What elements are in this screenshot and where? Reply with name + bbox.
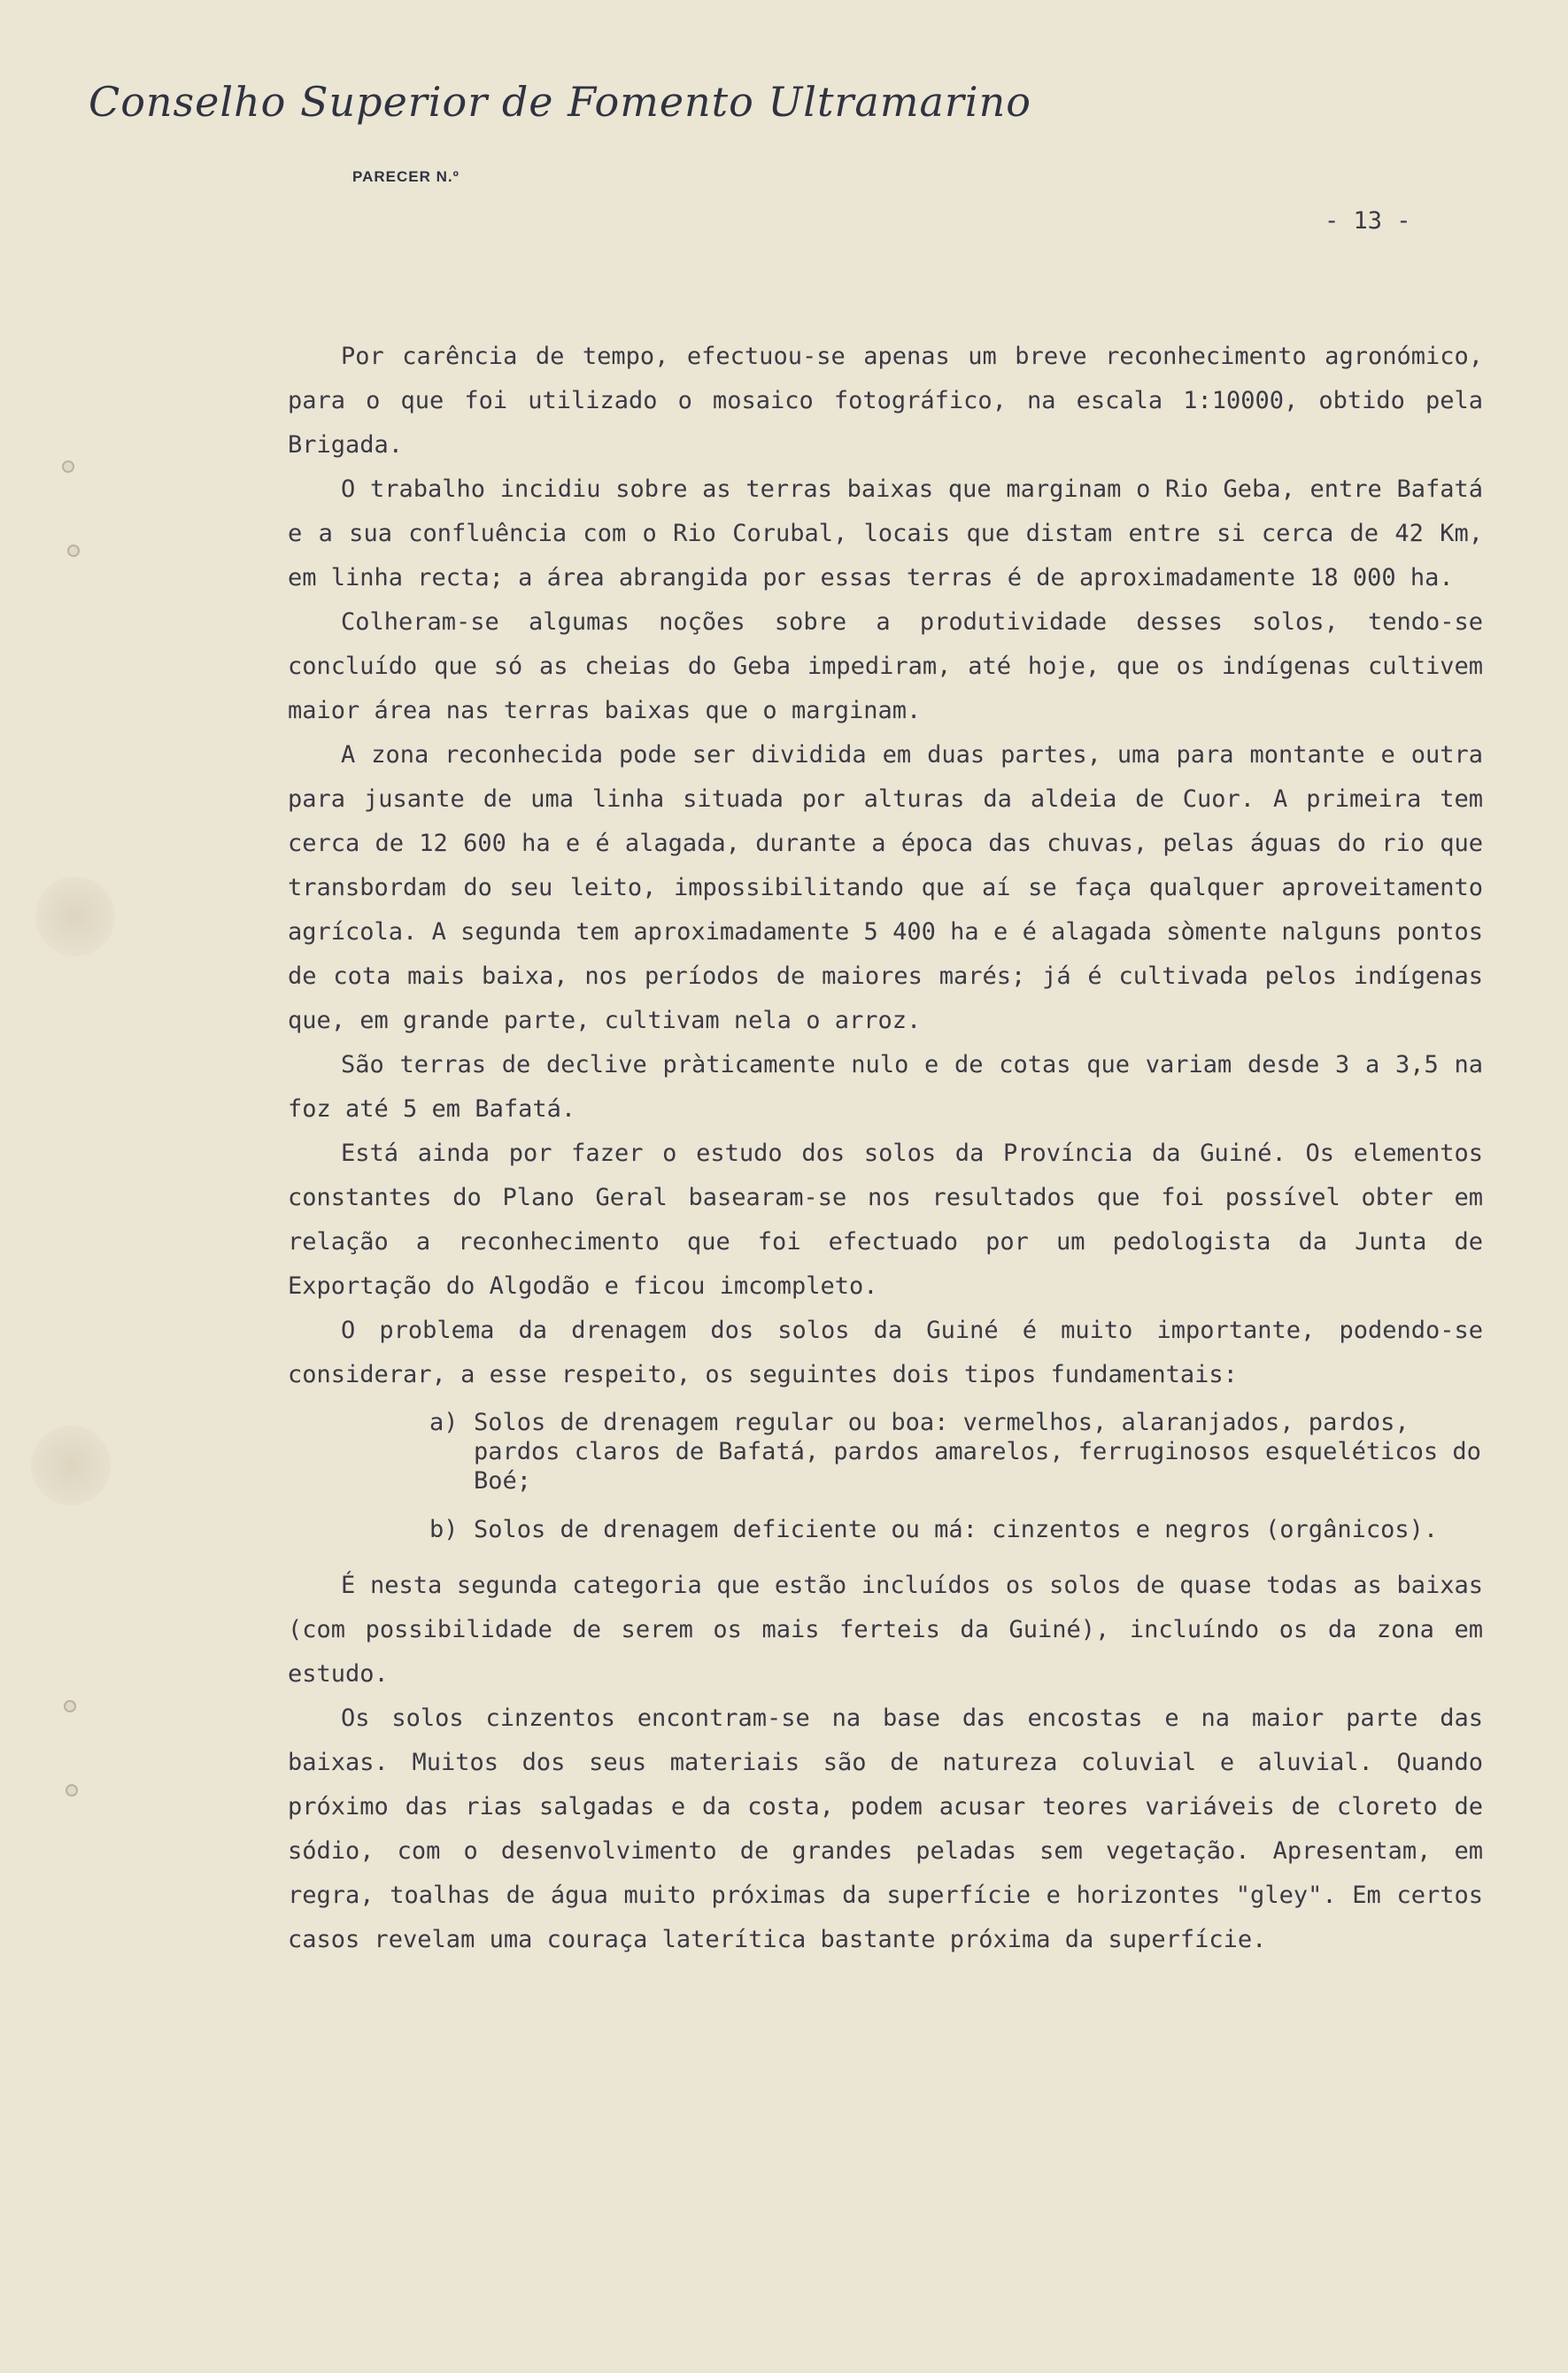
paragraph: Está ainda por fazer o estudo dos solos da Província da Guiné. Os elementos constantes do Plano Geral basearam-se nos resultados que foi possível obter em relação a reconhecimento que foi efectuado por um pedologista da Junta de Exportação do Algodão e ficou imcompleto. [288, 1140, 1483, 1300]
paragraph: O problema da drenagem dos solos da Guiné é muito importante, podendo-se considerar, a esse respeito, os seguintes dois tipos fundamentais: [288, 1317, 1483, 1388]
list-marker: a) [429, 1409, 459, 1436]
page-number: - 13 - [1325, 207, 1411, 235]
parecer-label: PARECER N.º [352, 168, 460, 185]
punch-hole [62, 460, 74, 473]
list-item [429, 1408, 1483, 1496]
punch-hole [66, 1784, 78, 1797]
paragraph: É nesta segunda categoria que estão incluídos os solos de quase todas as baixas (com possibilidade de serem os mais ferteis da Guiné), incluíndo os da zona em estudo. [288, 1572, 1483, 1688]
list-item-text: Solos de drenagem deficiente ou má: cinzentos e negros (orgânicos). [474, 1516, 1439, 1543]
list-marker: b) [429, 1516, 459, 1543]
punch-hole [64, 1700, 76, 1712]
paragraph: São terras de declive pràticamente nulo e de cotas que variam desde 3 a 3,5 na foz até 5 em Bafatá. [288, 1051, 1483, 1123]
soil-types-list [429, 1408, 1483, 1544]
list-item [429, 1515, 1483, 1544]
list-item-text: Solos de drenagem regular ou boa: vermelhos, alaranjados, pardos, pardos claros de Bafatá, pardos amarelos, ferruginosos esqueléticos do Boé; [474, 1409, 1481, 1495]
paragraph: Colheram-se algumas noções sobre a produtividade desses solos, tendo-se concluído que só as cheias do Geba impediram, até hoje, que os indígenas cultivem maior área nas terras baixas que o marginam. [288, 608, 1483, 724]
punch-holes [53, 443, 89, 1859]
paragraph: O trabalho incidiu sobre as terras baixas que marginam o Rio Geba, entre Bafatá e a sua confluência com o Rio Corubal, locais que distam entre si cerca de 42 Km, em linha recta; a área abrangida por essas terras é de aproximadamente 18 000 ha. [288, 475, 1483, 591]
document-body [288, 335, 1483, 1962]
paragraph: Os solos cinzentos encontram-se na base das encostas e na maior parte das baixas. Muitos dos seus materiais são de natureza coluvial e aluvial. Quando próximo das rias salgadas e da costa, podem acusar teores variáveis de cloreto de sódio, com o desenvolvimento de grandes peladas sem vegetação. Apresentam, em regra, toalhas de água muito próximas da superfície e horizontes "gley". Em certos casos revelam uma couraça laterítica bastante próxima da superfície. [288, 1704, 1483, 1953]
paragraph: Por carência de tempo, efectuou-se apenas um breve reconhecimento agronómico, para o que foi utilizado o mosaico fotográfico, na escala 1:10000, obtido pela Brigada. [288, 343, 1483, 459]
punch-hole [67, 545, 80, 557]
paragraph: A zona reconhecida pode ser dividida em duas partes, uma para montante e outra para jusante de uma linha situada por alturas da aldeia de Cuor. A primeira tem cerca de 12 600 ha e é alagada, durante a época das chuvas, pelas águas do rio que transbordam do seu leito, impossibilitando que aí se faça qualquer aproveitamento agrícola. A segunda tem aproximadamente 5 400 ha e é alagada sòmente nalguns pontos de cota mais baixa, nos períodos de maiores marés; já é cultivada pelos indígenas que, em grande parte, cultivam nela o arroz. [288, 741, 1483, 1034]
letterhead: Conselho Superior de Fomento Ultramarino [89, 78, 1031, 126]
